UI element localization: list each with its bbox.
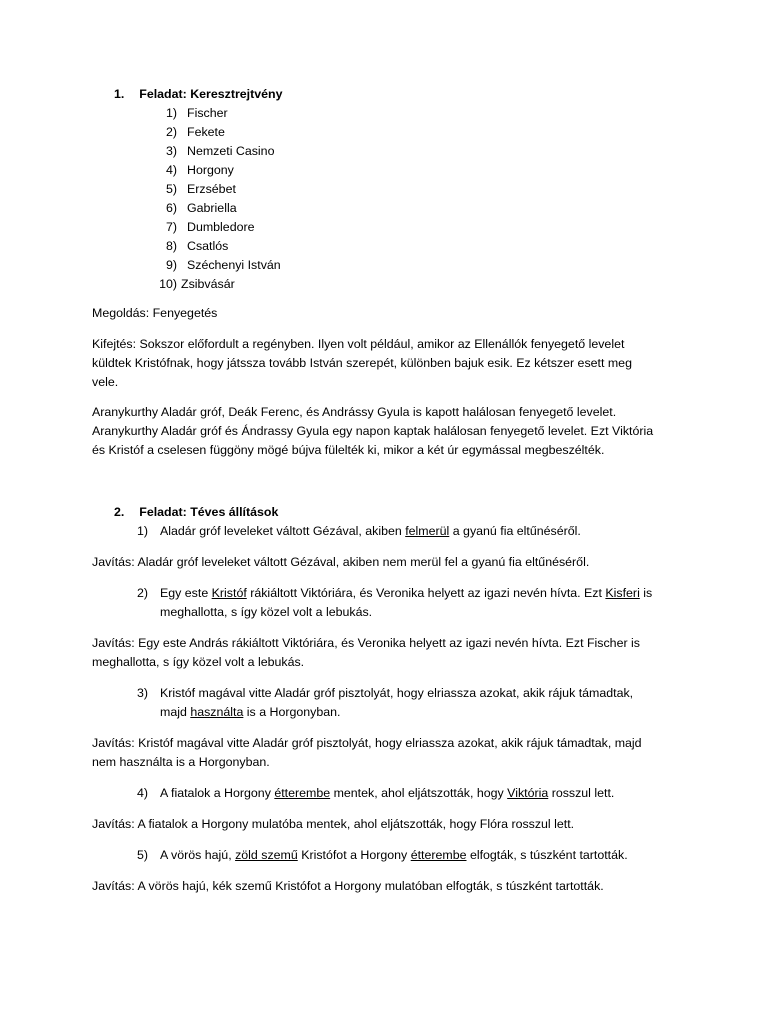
correction-5: Javítás: A vörös hajú, kék szemű Kristófot a Horgony mulatóban elfogták, s túszként tartották. xyxy=(92,879,604,893)
task1-heading xyxy=(114,85,283,104)
false-statement-5: 5) A vörös hajú, zöld szemű Kristófot a Horgony étterembe elfogták, s túszként tartották. xyxy=(136,848,628,862)
task1-title: Feladat: Keresztrejtvény xyxy=(139,87,283,101)
list-item: 5) Erzsébet xyxy=(165,182,236,196)
solution-line: Megoldás: Fenyegetés xyxy=(92,306,218,320)
task1-number: 1. xyxy=(114,87,125,101)
correction-1: Javítás: Aladár gróf leveleket váltott Gézával, akiben nem merül fel a gyanú fia eltűnéséről. xyxy=(92,555,590,569)
false-statement-2: 2) Egy este Kristóf rákiáltott Viktóriára, és Veronika helyett az igazi nevén hívta. Ezt Kisferi is meghallotta, s így közel volt a lebukás. xyxy=(136,586,653,619)
underlined-word: zöld szemű xyxy=(235,848,298,862)
underlined-word: használta xyxy=(190,705,244,719)
underlined-word: felmerül xyxy=(405,524,450,538)
list-item: 4) Horgony xyxy=(165,163,234,177)
underlined-word: étterembe xyxy=(410,848,467,862)
underlined-word: Kisferi xyxy=(605,586,640,600)
task2-heading xyxy=(114,503,278,522)
list-item: 9) Széchenyi István xyxy=(165,258,281,272)
letters-paragraph: Aranykurthy Aladár gróf, Deák Ferenc, és Andrássy Gyula is kapott halálosan fenyegető levelet. Aranykurthy Aladár gróf és Ándrassy Gyula egy napon kaptak halálosan fenyegető levelet. Ezt Viktória és Kristóf a cselesen függöny mögé bújva fülelték ki, mikor a két úr egymással megbeszélték. xyxy=(92,405,654,457)
underlined-word: Viktória xyxy=(507,786,549,800)
false-statement-1: 1) Aladár gróf leveleket váltott Gézával, akiben felmerül a gyanú fia eltűnéséről. xyxy=(136,524,581,538)
underlined-word: Kristóf xyxy=(211,586,247,600)
list-item: 3) Nemzeti Casino xyxy=(165,144,275,158)
list-item: 10) Zsibvásár xyxy=(159,277,235,291)
correction-3: Javítás: Kristóf magával vitte Aladár gróf pisztolyát, hogy elriassza azokat, akik rájuk támadtak, majd nem használta is a Horgonyban. xyxy=(92,736,642,769)
list-item: 1) Fischer xyxy=(165,106,228,120)
list-item: 2) Fekete xyxy=(165,125,225,139)
false-statement-4: 4) A fiatalok a Horgony étterembe mentek, ahol eljátszották, hogy Viktória rosszul lett. xyxy=(136,786,615,800)
list-item: 8) Csatlós xyxy=(165,239,229,253)
task2-title: Feladat: Téves állítások xyxy=(139,505,279,519)
explanation-paragraph: Kifejtés: Sokszor előfordult a regényben. Ilyen volt például, amikor az Ellenállók fenyegető levelet küldtek Kristófnak, hogy játssza tovább István szerepét, különben bajuk esik. Ez kétszer esett meg vele. xyxy=(92,337,632,389)
correction-4: Javítás: A fiatalok a Horgony mulatóba mentek, ahol eljátszották, hogy Flóra rosszul lett. xyxy=(92,817,575,831)
correction-2: Javítás: Egy este András rákiáltott Viktóriára, és Veronika helyett az igazi nevén hívta. Ezt Fischer is meghallotta, s így közel volt a lebukás. xyxy=(92,636,640,669)
list-item: 6) Gabriella xyxy=(165,201,237,215)
false-statement-3: 3) Kristóf magával vitte Aladár gróf pisztolyát, hogy elriassza azokat, akik rájuk támadtak, majd használta is a Horgonyban. xyxy=(136,686,634,719)
list-item: 7) Dumbledore xyxy=(165,220,255,234)
crossword-list xyxy=(160,104,281,294)
task2-number: 2. xyxy=(114,505,125,519)
underlined-word: étterembe xyxy=(274,786,331,800)
